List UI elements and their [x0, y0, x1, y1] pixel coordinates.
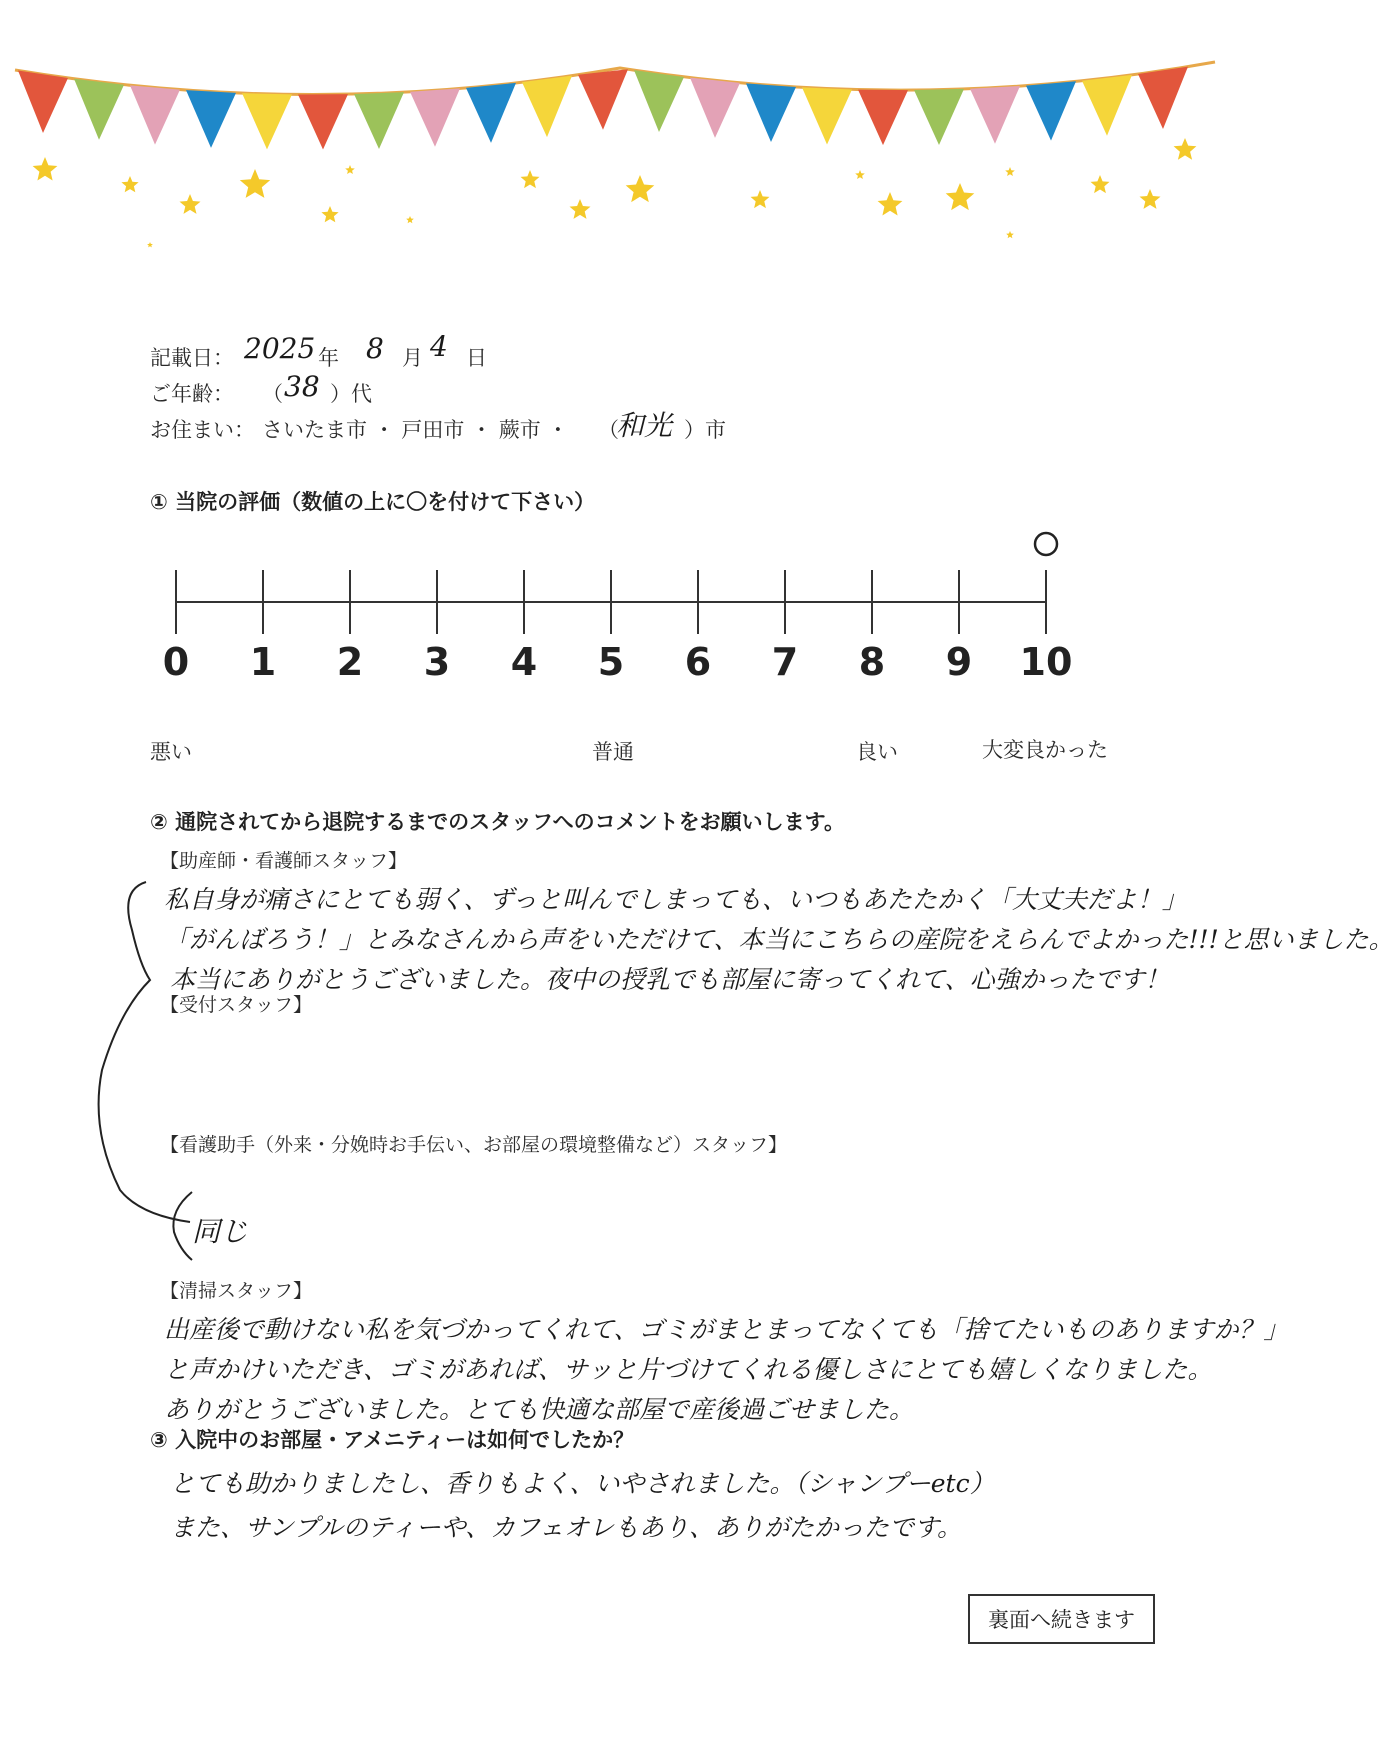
star-icon: [147, 242, 153, 247]
bunting-flag: [410, 88, 460, 146]
scale-label-very-good: 大変良かった: [982, 738, 1108, 762]
bunting-flag: [1082, 75, 1132, 136]
date-label: 記載日：: [150, 346, 234, 370]
star-icon: [626, 175, 655, 202]
continue-notice-text: 裏面へ続きます: [988, 1608, 1135, 1632]
star-icon: [751, 190, 770, 208]
rating-tick-label: 9: [945, 640, 973, 684]
residence-open-paren: （: [598, 418, 619, 442]
bunting-flag: [466, 83, 516, 143]
age-open-paren: （: [262, 382, 283, 406]
bunting-flag: [690, 78, 740, 138]
date-year-value: 2025: [244, 332, 316, 365]
bunting-flag: [634, 70, 684, 132]
star-icon: [1174, 138, 1197, 160]
star-icon: [345, 165, 355, 174]
rating-tick-label: 0: [162, 640, 190, 684]
bunting-flag: [130, 85, 180, 144]
rating-selected-circle: [1035, 533, 1057, 555]
bunting-flag: [186, 90, 236, 148]
rating-tick-label: 10: [1019, 640, 1073, 684]
bunting-flag: [522, 76, 572, 138]
rating-tick-label: 4: [510, 640, 538, 684]
reception-staff-label: 【受付スタッフ】: [160, 994, 313, 1016]
rating-tick-label: 8: [858, 640, 886, 684]
room-comment-line-2: また、サンプルのティーや、カフェオレもあり、ありがたかったです。: [170, 1513, 963, 1542]
day-unit: 日: [466, 346, 487, 370]
bunting-flag: [858, 90, 908, 145]
star-icon: [240, 169, 270, 198]
bunting-flag: [578, 69, 628, 129]
cleaning-comment-line-2: と声かけいただき、ゴミがあれば、サッと片づけてくれる優しさにとても嬉しくなりました。: [164, 1355, 1213, 1384]
star-icon: [321, 206, 338, 222]
star-icon: [1006, 231, 1014, 238]
room-comment-line-1: とても助かりましたし、香りもよく、いやされました。（シャンプーetc）: [170, 1469, 995, 1498]
rating-tick-label: 5: [597, 640, 625, 684]
star-icon: [121, 176, 138, 192]
bunting-flag: [914, 89, 964, 145]
bunting-flag: [1026, 81, 1076, 140]
continue-notice: [968, 1594, 1155, 1644]
bunting-flag: [1138, 67, 1188, 129]
scale-label-normal: 普通: [592, 740, 634, 764]
star-icon: [855, 170, 865, 179]
bunting-flag: [802, 87, 852, 144]
cleaning-comment-line-3: ありがとうございました。とても快適な部屋で産後過ごせました。: [164, 1395, 915, 1424]
rating-tick-label: 1: [249, 640, 277, 684]
rating-tick-label: 2: [336, 640, 364, 684]
bunting-flag: [746, 83, 796, 142]
residence-options: さいたま市 ・ 戸田市 ・ 蕨市 ・: [262, 418, 569, 442]
midwife-comment-line-3: 本当にありがとうございました。夜中の授乳でも部屋に寄ってくれて、心強かったです！: [170, 965, 1170, 994]
bunting-flag: [18, 70, 68, 132]
room-heading: ③ 入院中のお部屋・アメニティーは如何でしたか？: [150, 1428, 635, 1452]
midwife-staff-label: 【助産師・看護師スタッフ】: [160, 850, 408, 872]
star-icon: [570, 199, 591, 219]
staff-heading: ② 通院されてから退院するまでのスタッフへのコメントをお願いします。: [150, 810, 845, 834]
star-icon: [406, 216, 414, 223]
star-icon: [878, 192, 903, 216]
bunting-flag: [354, 92, 404, 149]
residence-label: お住まい：: [150, 418, 255, 442]
date-month-value: 8: [366, 332, 384, 365]
cleaning-staff-label: 【清掃スタッフ】: [160, 1280, 313, 1302]
rating-scale: [150, 530, 1090, 630]
rating-heading: ① 当院の評価（数値の上に〇を付けて下さい）: [150, 490, 596, 514]
scale-label-good: 良い: [856, 740, 898, 764]
star-icon: [1091, 175, 1110, 193]
bunting-decoration: [0, 0, 1241, 260]
year-unit: 年: [318, 346, 339, 370]
assistant-comment: 同じ: [192, 1215, 249, 1248]
rating-tick-label: 3: [423, 640, 451, 684]
age-value: 38: [284, 370, 320, 403]
bunting-flag: [74, 79, 124, 140]
star-icon: [33, 157, 58, 181]
age-label: ご年齢：: [150, 382, 234, 406]
rating-tick-label: 6: [684, 640, 712, 684]
midwife-comment-line-2: 「がんばろう！」とみなさんから声をいただけて、本当にこちらの産院をえらんでよかった!!!と思いました。: [164, 925, 1394, 954]
bunting-flag: [298, 94, 348, 149]
scale-label-bad: 悪い: [150, 740, 192, 764]
star-icon: [1005, 167, 1015, 176]
midwife-comment-line-1: 私自身が痛さにとても弱く、ずっと叫んでしまっても、いつもあたたかく「大丈夫だよ！」: [164, 885, 1188, 914]
age-close-paren: ）代: [330, 382, 372, 406]
month-unit: 月: [402, 346, 423, 370]
residence-value: 和光: [616, 409, 673, 442]
star-icon: [180, 194, 201, 214]
cleaning-comment-line-1: 出産後で動けない私を気づかってくれて、ゴミがまとまってなくても「捨てたいものありますか？」: [164, 1315, 1289, 1344]
bunting-flag: [970, 86, 1020, 144]
star-icon: [521, 170, 540, 188]
star-icon: [946, 183, 975, 210]
date-day-value: 4: [430, 330, 448, 363]
rating-tick-label: 7: [771, 640, 799, 684]
bunting-flag: [242, 93, 292, 149]
assistant-staff-label: 【看護助手（外来・分娩時お手伝い、お部屋の環境整備など）スタッフ】: [160, 1134, 788, 1156]
residence-close-paren: ）市: [684, 418, 726, 442]
star-icon: [1140, 189, 1161, 209]
